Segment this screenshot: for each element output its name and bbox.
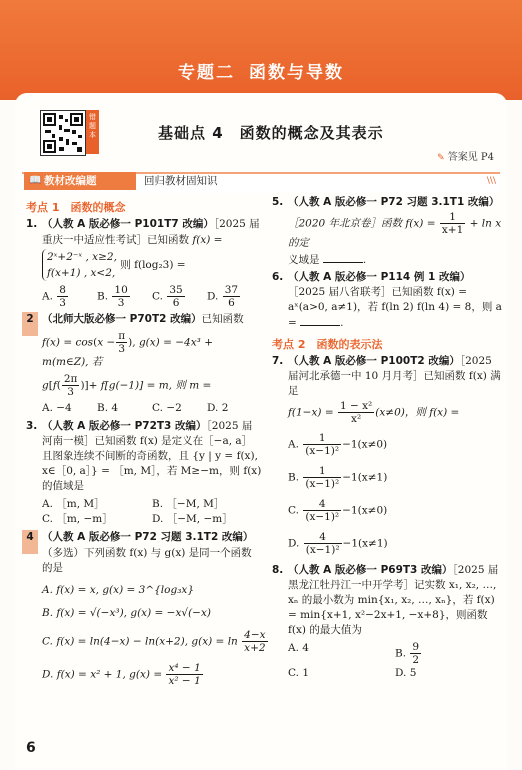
answer-reference (437, 148, 494, 163)
question-text: 义域是 (288, 254, 320, 266)
question-2: 2 （北师大版必修一 P70T2 改编）已知函数 f(x) = cos(x − $\frac{\pi}{3}$ ), g(x) = −4x³ + m(m∈Z), 若 g[f( $\frac{2\pi}{3}$ )]+ f[g(−1)] = m, 则 m = A. −4 B. 4 C. −2 D. 2 (26, 312, 262, 416)
option-d[interactable]: D. 2 (207, 402, 229, 414)
question-source: （人教 A 版必修一 P114 例 1 改编） (288, 271, 471, 283)
option-c[interactable]: C. ［m, −m］ (42, 513, 113, 525)
question-number: 5. (272, 196, 284, 208)
option-c[interactable]: C. −2 (152, 402, 182, 414)
question-context: 已知函数 (201, 313, 244, 325)
question-3 (26, 419, 262, 527)
chevrons-icon: \\\ (486, 176, 496, 186)
option-a[interactable]: A. 4 (288, 642, 309, 654)
question-formula: f(x) = (192, 234, 223, 246)
question-source: （人教 A 版必修一 P69T3 改编） (288, 564, 453, 576)
option-c[interactable]: C. 1 (288, 667, 310, 679)
piecewise-brace (42, 249, 117, 281)
options (42, 284, 262, 309)
question-number: 1. (26, 218, 38, 230)
header-topic: 专题二 (178, 63, 235, 83)
header-title (0, 58, 522, 83)
option-c[interactable]: C. f(x) = ln(4−x) − ln(x+2), g(x) = ln $\frac{4-x}{x+2}$ (42, 629, 266, 654)
piecewise-case: f(x+1) , x<2, (47, 267, 116, 279)
question-source: （北师大版必修一 P70T2 改编） (42, 313, 202, 325)
options (42, 497, 262, 527)
question-8 (272, 563, 502, 681)
page-number: 6 (26, 740, 36, 756)
pencil-icon: ✎ (437, 153, 445, 163)
qr-code-icon[interactable] (40, 110, 86, 156)
option-b[interactable]: B. ［−M, M］ (152, 498, 225, 510)
question-context: （多选）下列函数 f(x) 与 g(x) 是同一个函数的是 (42, 547, 252, 574)
piecewise-case: 2ˣ+2⁻ˣ , x≥2, (47, 251, 117, 263)
section-bar-subtitle: 回归教材固知识 (144, 175, 218, 187)
answer-blank[interactable] (300, 315, 340, 326)
question-context: ［2025 届河北承德一中 10 月月考］已知函数 f(x) 满足 (288, 355, 501, 397)
option-d[interactable]: D. ［−M, −m］ (152, 513, 233, 525)
section-title: 基础点 4 函数的概念及其表示 (158, 124, 384, 142)
question-4 (26, 530, 266, 691)
option-a[interactable]: A. f(x) = x, g(x) = 3^{log₃x} (42, 584, 195, 596)
option-d[interactable]: D. $\frac{37}{6}$ (207, 284, 239, 309)
topic-heading-1: 考点 1 函数的概念 (26, 201, 126, 214)
question-formula: , g(x) = −4x³ + m(m∈Z), 若 (42, 336, 213, 368)
right-column (272, 194, 502, 684)
question-formula: x − (97, 336, 116, 349)
header-topic-title: 函数与导数 (249, 63, 344, 83)
options (42, 401, 262, 416)
left-column (26, 194, 266, 694)
options (288, 641, 502, 681)
question-context: ［2025 届河南一模］已知函数 f(x) 是定义在［−a, a］且图象连续不间断的奇函数，且 {y | y = f(x), x∈［0, a］} = ［m, M］，若 M≥−m，则 f(x) 的值域是 (42, 420, 262, 492)
book-icon: 📖 (29, 175, 42, 186)
question-7: 7. （人教 A 版必修一 P100T2 改编）［2025 届河北承德一中 10 月月考］已知函数 f(x) 满足 f(1−x) = $\frac{\text{1 − x²}}{\text{x²}}$ (x≠0)，则 f(x) = A. $\frac{1}{\text{(x−1)²}}$ −1(x≠0) B. $\frac{1}{\text{(x−1)²}}$ −1(x≠1) C. $\frac{4}{\text{(x−1)²}}$ −1(x≠0) D. $\frac{4}{\text{(x−1)²}}$ −1(x≠1) (272, 354, 502, 560)
option-d[interactable]: D. f(x) = x² + 1, g(x) = $\frac{\text{x⁴ − 1}}{\text{x² − 1}}$ (42, 662, 201, 687)
option-a[interactable]: A. $\frac{1}{\text{(x−1)²}}$ −1(x≠0) (288, 432, 388, 457)
option-d[interactable]: D. $\frac{4}{\text{(x−1)²}}$ −1(x≠1) (288, 531, 388, 556)
option-b[interactable]: B. $\frac{1}{\text{(x−1)²}}$ −1(x≠1) (288, 465, 388, 490)
question-context: ［2020 年北京卷］函数 f(x) = (288, 217, 436, 230)
question-5: 5. （人教 A 版必修一 P72 习题 3.1T1 改编） ［2020 年北京卷］函数 f(x) = $\frac{1}{x+1}$ + ln x 的定 义域是 . (272, 196, 502, 266)
question-formula: + f[g(−1)] = m, 则 m = (88, 379, 212, 392)
option-b[interactable]: B. $\frac{9}{2}$ (395, 641, 420, 666)
option-c[interactable]: C. $\frac{35}{6}$ (152, 284, 183, 309)
question-context: 重庆一中适应性考试］已知函数 (42, 234, 189, 246)
qr-label: 错题本 (86, 110, 99, 154)
question-formula: + ln x 的定 (288, 217, 502, 249)
question-source: （人教 A 版必修一 P101T7 改编） (42, 218, 214, 230)
bar-label-text: 教材改编题 (44, 175, 97, 187)
question-source: （人教 A 版必修一 P72T3 改编） (42, 420, 207, 432)
option-b[interactable]: B. f(x) = √(−x³), g(x) = −x√(−x) (42, 607, 211, 619)
answer-ref-text: 答案见 P4 (447, 152, 494, 163)
question-source: （人教 A 版必修一 P72 习题 3.1T2 改编） (42, 531, 254, 543)
option-d[interactable]: D. 5 (395, 667, 417, 679)
answer-blank[interactable] (323, 252, 363, 263)
question-number: 3. (26, 420, 38, 432)
section-bar-label (24, 172, 136, 190)
question-source: （人教 A 版必修一 P100T2 改编） (288, 355, 460, 367)
question-number: 7. (272, 355, 284, 367)
question-context: ［2025 届黑龙江牡丹江一中开学考］记实数 x₁, x₂, …, xₙ 的最小数为 min{x₁, x₂, …, xₙ}，若 f(x) = min{x+1, x²−2x+1, −x+8}，则函数 f(x) 的最大值为 (288, 564, 499, 636)
topic-heading-2: 考点 2 函数的表示法 (272, 338, 383, 351)
option-a[interactable]: A. −4 (42, 402, 72, 414)
options (42, 579, 266, 691)
question-formula: f(x) = cos (42, 336, 94, 349)
question-number: 6. (272, 271, 284, 283)
question-formula: g (42, 379, 49, 392)
option-b[interactable]: B. $\frac{10}{3}$ (97, 284, 128, 309)
option-b[interactable]: B. 4 (97, 402, 119, 414)
option-a[interactable]: A. $\frac{8}{3}$ (42, 284, 66, 309)
question-number: 8. (272, 564, 284, 576)
question-formula: (x≠0)，则 f(x) = (375, 406, 460, 419)
question-6: 6. （人教 A 版必修一 P114 例 1 改编）［2025 届八省联考］已知函数 f(x) = aˣ(a>0, a≠1)，若 f(ln 2) f(ln 4) = 8，则 a = . (272, 271, 502, 329)
options (288, 428, 502, 560)
question-formula: f(1−x) = (288, 406, 334, 419)
question-number-badge: 2 (22, 312, 38, 336)
question-number-badge: 4 (22, 530, 38, 554)
question-context: ［2025 届八省联考］已知函数 f(x) = aˣ(a>0, a≠1)，若 f(ln 2) f(ln 4) = 8，则 a = (288, 286, 502, 329)
question-source: （人教 A 版必修一 P72 习题 3.1T1 改编） (288, 196, 500, 208)
header-banner (0, 0, 522, 100)
option-a[interactable]: A. ［m, M］ (42, 498, 105, 510)
question-context: ［2025 届 (213, 218, 260, 230)
question-1 (26, 217, 262, 309)
question-text: 则 f(log₂3) = (120, 259, 186, 271)
option-c[interactable]: C. $\frac{4}{\text{(x−1)²}}$ −1(x≠0) (288, 498, 388, 523)
